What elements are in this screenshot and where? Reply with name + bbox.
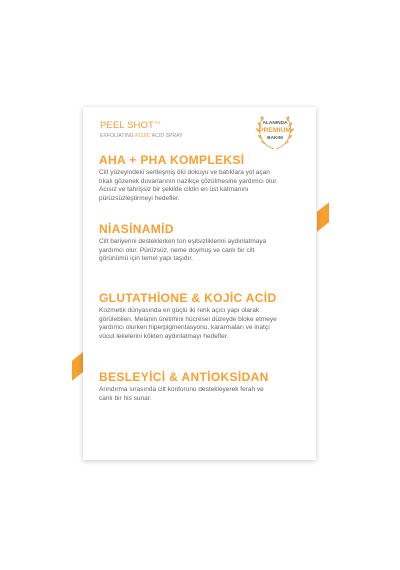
info-card bbox=[83, 107, 316, 460]
section-body-glutathione-kojic: Kozmetik dünyasında en güçlü iki renk açıcı yapı olarak görülebilen. Melanin üretimini hücresel düzeyde bloke etmeye yardımcı olurken hiperpigmentasyonu, kararmaları ve inatçı vücut lekelerini kökten aydınlatmayı hedefler. bbox=[99, 307, 277, 340]
section-body-niacinamide: Cilt bariyerini desteklerken ton eşitsizliklerini aydınlatmaya yardımcı olur. Pürüzsüz, neme doymuş ve canlı bir cilt görünümü için temel yapı taşıdır. bbox=[99, 238, 267, 263]
badge-line-2: PREMIUM bbox=[258, 127, 292, 134]
orange-accent-stripe-right bbox=[317, 202, 329, 231]
section-title-glutathione-kojic: GLUTATHİONE & KOJİC ACİD bbox=[99, 291, 277, 305]
subtitle-end: ACID SPRAY bbox=[150, 133, 183, 139]
brand-superscript: PS bbox=[154, 120, 161, 125]
brand-label: PEEL SHOT bbox=[100, 120, 154, 131]
premium-badge bbox=[251, 111, 299, 153]
subtitle-accent: KOJIC bbox=[135, 133, 151, 139]
badge-line-1: ALANINDA bbox=[262, 121, 288, 126]
section-title-niacinamide: NİASİNAMİD bbox=[99, 222, 174, 236]
subtitle-start: EXFOLIATING bbox=[100, 133, 136, 139]
section-title-aha-pha: AHA + PHA KOMPLEKSİ bbox=[99, 153, 245, 167]
brand-name bbox=[100, 120, 160, 131]
badge-line-3: BAKIM bbox=[267, 136, 283, 141]
section-body-nourishing-antioxidant: Arındırma sırasında cilt konforunu destekleyerek ferah ve canlı bir his sunar. bbox=[99, 386, 264, 402]
section-title-nourishing-antioxidant: BESLEYİCİ & ANTİOKSİDAN bbox=[99, 370, 269, 384]
product-subtitle bbox=[100, 133, 183, 139]
section-body-aha-pha: Cilt yüzeyindeki sertleşmiş ölü dokuyu ve batıklara yol açan tıkalı gözenek duvarlarının nazikçe çözülmesine yardımcı olur. Acısız ve tahrişsiz bir şekilde cildin en üst katmanını pürüzsüzleştirmeyi hedefler. bbox=[99, 169, 278, 202]
